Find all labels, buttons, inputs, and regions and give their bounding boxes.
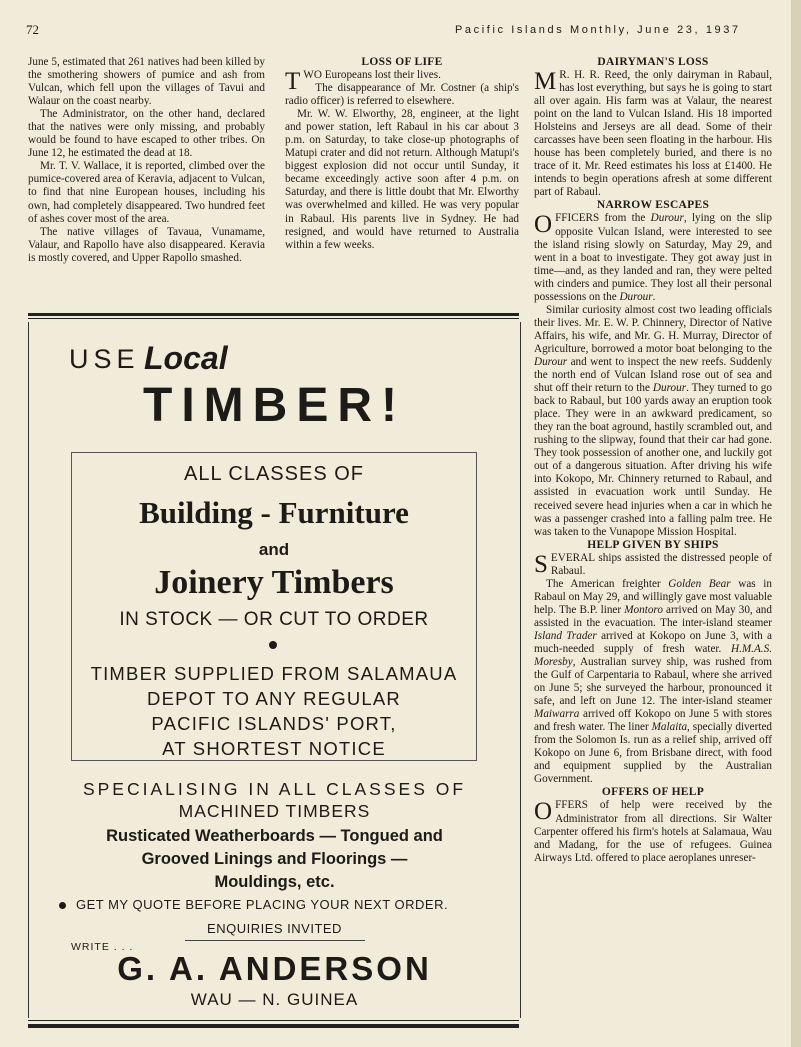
- text: , specially diverted from the Solomon Is. run as a relief ship, arrived off Kokopo on June 6, from Brisbane direct, with food and equipment supplied by the Australian Government.: [534, 721, 772, 786]
- ship-name: Golden Bear: [668, 577, 731, 590]
- paragraph: [534, 552, 772, 578]
- heading-offers-of-help: OFFERS OF HELP: [601, 786, 705, 799]
- text: , Australian survey ship, was rushed from the Gulf of Carpentaria to Rabaul, where she arrived on June 5; she surveyed the harbour, pronounced it safe, and left on June 12. The inter-island steamer: [534, 656, 772, 708]
- advert-top-rule: [28, 313, 519, 316]
- ad-products: [29, 825, 520, 894]
- bullet-icon: [269, 641, 277, 649]
- ad-products-line: Grooved Linings and Floorings —: [141, 850, 408, 868]
- timber-advertisement: [28, 322, 521, 1018]
- ad-location: WAU — N. GUINEA: [190, 990, 359, 1009]
- text: .: [652, 290, 656, 303]
- ad-timber-headline: TIMBER!: [143, 379, 406, 432]
- ship-name: Island Trader: [534, 629, 597, 642]
- ship-name: H.M.A.S. Moresby: [534, 642, 772, 669]
- paragraph: [534, 304, 772, 539]
- text: was in Rabaul on May 29, and willingly gave most valuable help. The B.P. liner: [534, 577, 772, 616]
- ship-name: Maiwarra: [534, 708, 580, 721]
- ship-name: Durour: [619, 290, 653, 303]
- ad-products-line: Rusticated Weatherboards — Tongued and: [106, 827, 443, 845]
- ad-supplied-line: AT SHORTEST NOTICE: [162, 738, 386, 759]
- drop-cap: O: [534, 798, 553, 826]
- ad-machined: MACHINED TIMBERS: [178, 801, 371, 821]
- paragraph: [534, 578, 772, 787]
- paragraph: Mr. T. V. Wallace, it is reported, climbed over the pumice-covered area of Keravia, adjacent to Vulcan, to find that nine European houses, including his own, had completely disappeared. Two hundred feet of ashes cover most of the area.: [28, 160, 265, 225]
- ad-local: Local: [144, 340, 228, 376]
- ad-write: WRITE . . .: [71, 941, 134, 953]
- text: Similar curiosity almost cost two leading officials their lives. Mr. E. W. P. Chinnery, Director of Native Affairs, his wife, and Mr. G. H. Murray, Director of Agriculture, borrowed a motor boat belonging to the: [534, 303, 772, 355]
- paragraph: [534, 799, 772, 864]
- heading-loss-of-life: LOSS OF LIFE: [361, 56, 443, 68]
- paragraph: The native villages of Tavaua, Vunamame, Valaur, and Rapollo have also disappeared. Keravia is mostly covered, and Upper Rapollo smashed.: [28, 225, 265, 264]
- ship-name: Durour: [534, 355, 568, 368]
- text: arrived at Kokopo on June 3, with a much-needed supply of fresh water.: [534, 629, 772, 655]
- text: FFICERS from the: [555, 212, 651, 225]
- text: arrived off Kokopo on June 5 with stores and fresh water. The liner: [534, 708, 772, 734]
- paragraph-text: R. H. R. Reed, the only dairyman in Rabaul, has lost everything, but says he is going to start all over again. His farm was at Valaur, the nearest point on the land to Vulcan Island. His 18 imported Holsteins and Jerseys are all dead. Some of their carcasses have been seen floating in the harbour. His house has been completely buried, and there is no trace of it. Mr. Reed estimates his loss at £1400. He intends to begin operations afresh at some different part of Rabaul.: [534, 69, 772, 199]
- ad-inner-box: [71, 452, 477, 761]
- ship-name: Durour: [652, 382, 687, 395]
- text: . They turned to go back to Rabaul, but 100 yards away an eruption took place. They were in an awkward predicament, so they ran the boat aground, hastily scrambled out, and rushing to the slipway, found that their car had gone. They took possession of another one, and luckily got out of a dangerous situation. After driving his wife into Kokopo, Mr. Chinnery returned to Rabaul, and assisted in evacuation work until Sunday. He received severe head injuries when a car in which he was a passenger crashed into a falling palm tree. He was taken to the Vunapope Mission Hospital.: [534, 382, 772, 538]
- paragraph: [534, 212, 772, 303]
- column-one: [28, 56, 265, 304]
- ad-quote-text: GET MY QUOTE BEFORE PLACING YOUR NEXT ORDER.: [76, 897, 449, 912]
- drop-cap: S: [534, 550, 548, 578]
- drop-cap: M: [534, 68, 557, 95]
- ad-all-classes: ALL CLASSES OF: [184, 463, 364, 485]
- paragraph: Mr. W. W. Elworthy, 28, engineer, at the light and power station, left Rabaul in his car about 3 p.m. on Saturday, to take close-up photographs of Matupi crater and did not return. Although Matupi's biggest explosion did not occur until Sunday, it became exceedingly active soon after 4 p.m. on Saturday, and there is little doubt that Mr. Elworthy was overwhelmed and killed. He was very popular in Rabaul. His parents live in Sydney. He had resigned, and would have returned to Australia within a few weeks.: [285, 108, 519, 251]
- ad-joinery-timbers: Joinery Timbers: [154, 564, 394, 601]
- heading-narrow-escapes: NARROW ESCAPES: [596, 199, 710, 212]
- advert-top-rule-thin: [28, 318, 519, 319]
- ad-specialising: SPECIALISING IN ALL CLASSES OF: [82, 779, 467, 799]
- column-three: [534, 56, 772, 1036]
- ship-name: Montoro: [624, 603, 663, 616]
- ad-products-line: Mouldings, etc.: [214, 873, 335, 891]
- text: The American freighter: [546, 577, 669, 590]
- ad-enquiries: ENQUIRIES INVITED: [207, 921, 342, 936]
- heading-help-given-by-ships: HELP GIVEN BY SHIPS: [587, 538, 719, 551]
- ad-and: and: [258, 540, 290, 559]
- ad-supplied-line: PACIFIC ISLANDS' PORT,: [151, 713, 397, 734]
- ship-name: Malaita: [651, 721, 688, 734]
- paragraph-text: EVERAL ships assisted the distressed people of Rabaul.: [550, 551, 772, 577]
- ad-advertiser-name: G. A. ANDERSON: [117, 950, 432, 987]
- ad-in-stock: IN STOCK — OR CUT TO ORDER: [119, 609, 429, 630]
- paragraph-text: FFERS of help were received by the Administrator from all directions. Sir Walter Carpenter offered his firm's hotels at Salamaua, Wau and Madang, for the use of refugees. Guinea Airways Ltd. offered to place aeroplanes unreser-: [534, 799, 772, 864]
- running-head: Pacific Islands Monthly, June 23, 1937: [455, 24, 741, 36]
- text: and went to inspect the new reefs. Suddenly the north end of Vulcan Island rose out of sea and shut off their return to the: [534, 355, 772, 395]
- advert-bottom-rule-thin: [28, 1020, 519, 1021]
- bullet-icon: [59, 902, 66, 909]
- ad-quote: [59, 897, 510, 912]
- text: , lying on the slip opposite Vulcan Island, were interested to see the island rising slowly on Saturday, May 29, and went in a boat to investigate. They got away just in time—and, as they landed and ran, they were pelted with cinders and pumice. They lost all their personal possessions on the: [534, 212, 772, 303]
- heading-dairymans-loss: DAIRYMAN'S LOSS: [597, 56, 709, 68]
- ad-divider: [185, 940, 365, 941]
- ad-supplied: [72, 661, 476, 761]
- ad-building-furniture: Building - Furniture: [139, 495, 409, 530]
- advert-bottom-rule: [28, 1024, 519, 1028]
- ad-supplied-line: DEPOT TO ANY REGULAR: [147, 688, 401, 709]
- page-edge: [791, 0, 801, 1047]
- text: arrived on May 30, and assisted in the evacuation. The inter-island steamer: [534, 603, 772, 629]
- paragraph-text: WO Europeans lost their lives.: [303, 69, 441, 81]
- page-number: 72: [26, 22, 39, 37]
- ship-name: Durour: [650, 212, 684, 225]
- paragraph: The Administrator, on the other hand, declared that the natives were only missing, and probably would be found to have escaped to other tribes. On June 12, he estimated the dead at 18.: [28, 108, 265, 160]
- ad-supplied-line: TIMBER SUPPLIED FROM SALAMAUA: [90, 663, 458, 684]
- paragraph: June 5, estimated that 261 natives had been killed by the smothering showers of pumice and ash from Vulcan, which fell upon the villages of Tavui and Walaur on the coast nearby.: [28, 56, 265, 108]
- ad-use: USE: [69, 344, 140, 374]
- drop-cap: O: [534, 211, 553, 239]
- paragraph: [534, 69, 772, 199]
- column-two: [285, 56, 519, 306]
- drop-cap: T: [285, 68, 301, 95]
- paragraph: The disappearance of Mr. Costner (a ship's radio officer) is referred to elsewhere.: [285, 82, 519, 108]
